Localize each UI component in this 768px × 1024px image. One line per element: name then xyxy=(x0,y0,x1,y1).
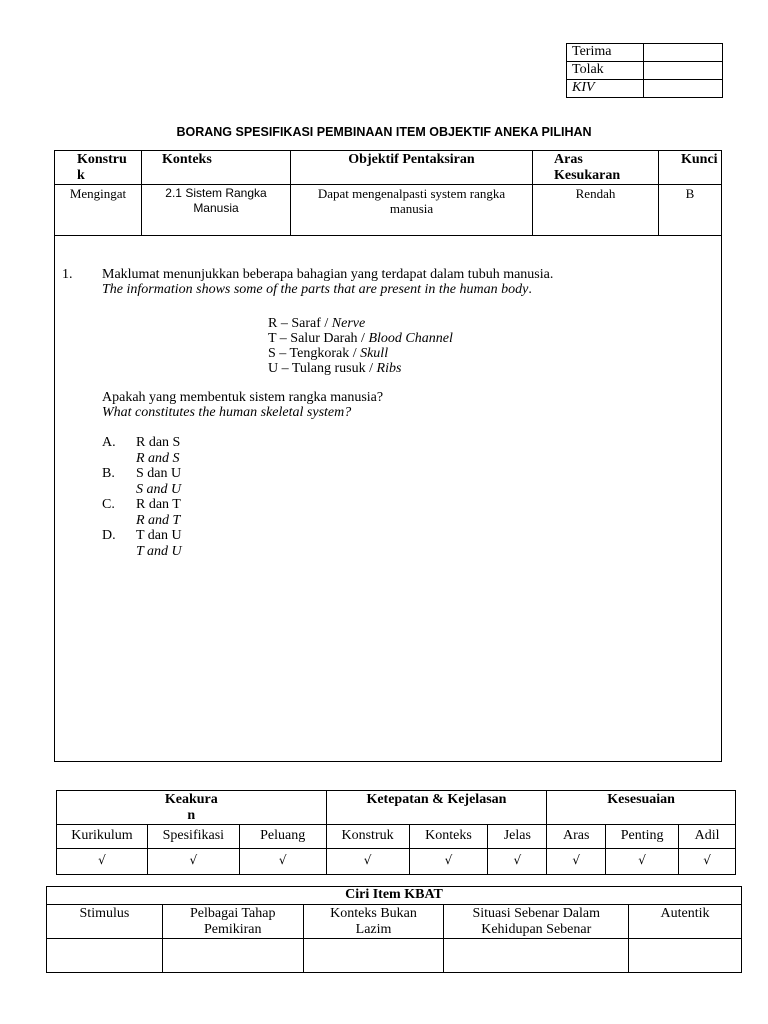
stimulus-item-r: R – Saraf / Nerve xyxy=(268,316,366,331)
header-objektif: Objektif Pentaksiran xyxy=(348,152,475,167)
kbat-col-situasi-sebenar: Situasi Sebenar Dalam Kehidupan Sebenar xyxy=(444,905,629,939)
option-d-en: T and U xyxy=(136,544,182,559)
question-prompt-en: What constitutes the human skeletal system? xyxy=(102,405,352,420)
review-status-box xyxy=(566,43,723,98)
kbat-title: Ciri Item KBAT xyxy=(47,887,742,905)
check-mark-aras[interactable]: √ xyxy=(547,849,606,875)
status-mark-kiv[interactable] xyxy=(644,80,723,98)
stimulus-item-s: S – Tengkorak / Skull xyxy=(268,346,389,361)
option-a-en: R and S xyxy=(136,451,180,466)
col-kurikulum: Kurikulum xyxy=(57,825,148,849)
item-specification-frame xyxy=(54,150,722,762)
kbat-entry-pelbagai-tahap[interactable] xyxy=(162,939,303,973)
col-jelas: Jelas xyxy=(488,825,547,849)
kbat-col-pelbagai-tahap: Pelbagai Tahap Pemikiran xyxy=(162,905,303,939)
option-c-en: R and T xyxy=(136,513,181,528)
check-mark-peluang[interactable]: √ xyxy=(239,849,326,875)
status-row-kiv xyxy=(567,80,723,98)
stimulus-item-t: T – Salur Darah / Blood Channel xyxy=(268,331,453,346)
option-a-ms: R dan S xyxy=(136,435,181,450)
option-letter-b: B. xyxy=(102,466,115,481)
option-b-ms: S dan U xyxy=(136,466,182,481)
option-letter-a: A. xyxy=(102,435,116,450)
kbat-entry-row xyxy=(47,939,742,973)
question-number: 1. xyxy=(62,267,73,282)
rating-check-row xyxy=(57,849,736,875)
check-mark-kurikulum[interactable]: √ xyxy=(57,849,148,875)
kbat-entry-stimulus[interactable] xyxy=(47,939,163,973)
header-kunci: Kunci xyxy=(681,152,718,167)
header-divider xyxy=(55,184,721,185)
check-mark-jelas[interactable]: √ xyxy=(488,849,547,875)
cell-objektif: Dapat mengenalpasti system rangka manusia xyxy=(317,186,506,216)
status-label-terima: Terima xyxy=(567,44,644,62)
col-adil: Adil xyxy=(679,825,736,849)
kbat-col-autentik: Autentik xyxy=(629,905,742,939)
status-mark-terima[interactable] xyxy=(644,44,723,62)
col-spesifikasi: Spesifikasi xyxy=(147,825,239,849)
col-aras: Aras xyxy=(547,825,606,849)
item-quality-rating-table xyxy=(56,790,736,875)
group-keakuran: Keakura n xyxy=(57,791,327,825)
option-d-ms: T dan U xyxy=(136,528,182,543)
kbat-col-stimulus: Stimulus xyxy=(47,905,163,939)
header-konstruk: Konstru k xyxy=(77,152,127,183)
kbat-col-konteks-bukan-lazim: Konteks Bukan Lazim xyxy=(303,905,444,939)
kbat-entry-autentik[interactable] xyxy=(629,939,742,973)
question-stem-en: The information shows some of the parts that are present in the human body. xyxy=(102,282,532,297)
check-mark-spesifikasi[interactable]: √ xyxy=(147,849,239,875)
check-mark-penting[interactable]: √ xyxy=(606,849,679,875)
kbat-entry-situasi-sebenar[interactable] xyxy=(444,939,629,973)
cell-konteks: 2.1 Sistem Rangka Manusia xyxy=(165,186,267,215)
option-letter-d: D. xyxy=(102,528,116,543)
rating-column-header-row xyxy=(57,825,736,849)
check-mark-adil[interactable]: √ xyxy=(679,849,736,875)
kbat-column-header-row xyxy=(47,905,742,939)
option-b-en: S and U xyxy=(136,482,182,497)
col-konstruk: Konstruk xyxy=(326,825,409,849)
cell-aras: Rendah xyxy=(575,186,616,201)
status-row-tolak xyxy=(567,62,723,80)
status-mark-tolak[interactable] xyxy=(644,62,723,80)
form-title: BORANG SPESIFIKASI PEMBINAAN ITEM OBJEKTIF ANEKA PILIHAN xyxy=(176,125,592,139)
col-peluang: Peluang xyxy=(239,825,326,849)
check-mark-konstruk[interactable]: √ xyxy=(326,849,409,875)
status-row-terima xyxy=(567,44,723,62)
row-divider xyxy=(55,235,721,236)
cell-kunci: B xyxy=(685,186,695,201)
status-label-tolak: Tolak xyxy=(567,62,644,80)
group-ketepatan-kejelasan: Ketepatan & Kejelasan xyxy=(326,791,547,825)
group-kesesuaian: Kesesuaian xyxy=(547,791,736,825)
header-konteks: Konteks xyxy=(162,152,212,167)
rating-group-header-row xyxy=(57,791,736,825)
kbat-title-row xyxy=(47,887,742,905)
cell-konstruk: Mengingat xyxy=(69,186,127,201)
question-stem-ms: Maklumat menunjukkan beberapa bahagian yang terdapat dalam tubuh manusia. xyxy=(102,267,554,282)
header-aras-kesukaran: Aras Kesukaran xyxy=(554,152,621,183)
col-konteks: Konteks xyxy=(409,825,488,849)
kbat-entry-konteks-bukan-lazim[interactable] xyxy=(303,939,444,973)
option-c-ms: R dan T xyxy=(136,497,181,512)
col-penting: Penting xyxy=(606,825,679,849)
stimulus-item-u: U – Tulang rusuk / Ribs xyxy=(268,361,402,376)
check-mark-konteks[interactable]: √ xyxy=(409,849,488,875)
option-letter-c: C. xyxy=(102,497,115,512)
question-prompt-ms: Apakah yang membentuk sistem rangka manusia? xyxy=(102,390,384,405)
kbat-characteristics-table xyxy=(46,886,742,973)
status-label-kiv: KIV xyxy=(567,80,644,98)
